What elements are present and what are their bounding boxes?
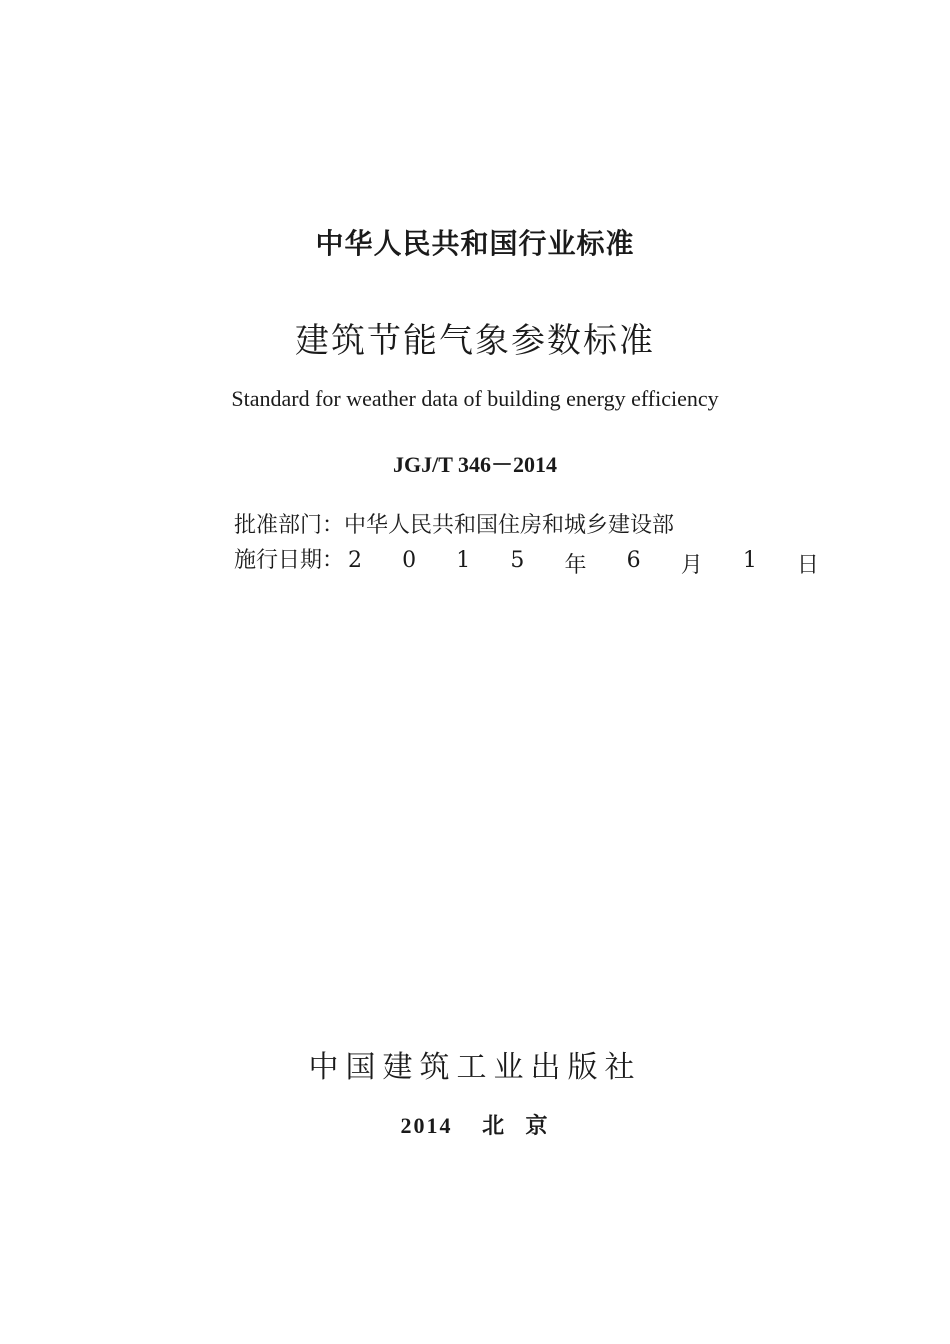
date-char: 1 xyxy=(456,548,471,573)
title-chinese: 建筑节能气象参数标准 xyxy=(295,321,655,361)
effective-date-row xyxy=(234,543,819,579)
title-english: Standard for weather data of building energy efficiency xyxy=(231,386,719,411)
approval-value: 中华人民共和国住房和城乡建设部 xyxy=(344,513,675,538)
effective-date-value xyxy=(344,548,819,579)
effective-date-label: 施行日期： xyxy=(234,548,345,573)
approval-row xyxy=(234,508,674,539)
standard-category: 中华人民共和国行业标准 xyxy=(315,227,635,260)
date-char: 6 xyxy=(626,548,641,573)
date-char: 2 xyxy=(348,548,363,573)
date-char: 5 xyxy=(510,548,525,573)
date-char: 0 xyxy=(402,548,417,573)
date-char: 日 xyxy=(796,553,819,578)
date-char: 月 xyxy=(680,553,703,578)
date-char: 1 xyxy=(742,548,757,573)
imprint xyxy=(0,1109,950,1140)
imprint-year: 2014 xyxy=(400,1113,453,1138)
approval-label: 批准部门： xyxy=(234,513,345,538)
standard-code: JGJ/T 346－2014 xyxy=(392,452,557,477)
publisher-name: 中国建筑工业出版社 xyxy=(308,1050,642,1085)
imprint-city: 北 京 xyxy=(482,1113,550,1139)
date-char: 年 xyxy=(564,553,587,578)
